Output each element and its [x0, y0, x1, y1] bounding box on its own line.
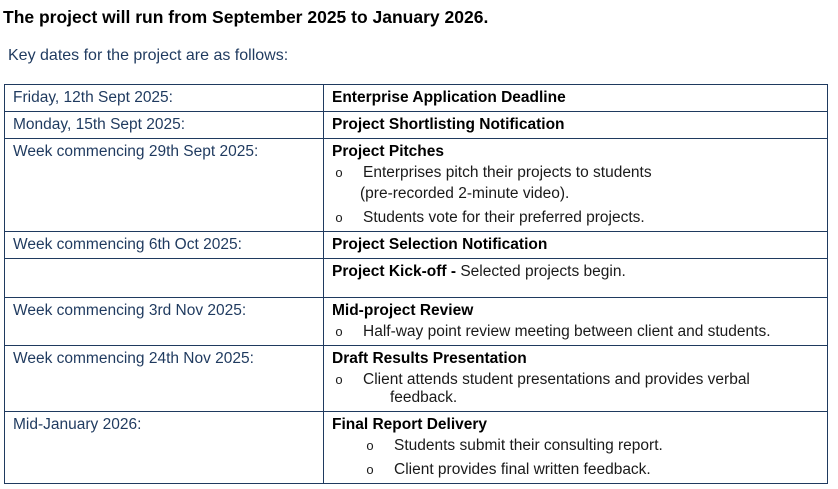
event-cell	[324, 259, 828, 298]
list-item	[332, 207, 819, 228]
date-cell	[5, 259, 324, 298]
date-cell: Monday, 15th Sept 2025:	[5, 112, 324, 139]
event-title: Project Pitches	[332, 143, 444, 160]
date-cell: Week commencing 3rd Nov 2025:	[5, 298, 324, 346]
bullet-text: Students vote for their preferred projects.	[363, 209, 645, 226]
bullet-list	[332, 162, 819, 228]
event-title: Draft Results Presentation	[332, 350, 527, 367]
list-item	[332, 435, 819, 456]
event-title: Project Shortlisting Notification	[332, 116, 565, 133]
event-title: Enterprise Application Deadline	[332, 89, 566, 106]
bullet-circle-icon: o	[335, 324, 343, 339]
event-title: Project Kick-off -	[332, 263, 457, 280]
event-cell	[324, 232, 828, 259]
table-row	[5, 298, 828, 346]
list-item	[332, 162, 819, 204]
bullet-text-continuation: feedback.	[390, 389, 458, 406]
bullet-list	[332, 369, 819, 408]
bullet-list	[332, 435, 819, 480]
date-cell: Mid-January 2026:	[5, 412, 324, 484]
bullet-circle-icon: o	[335, 165, 343, 180]
table-row	[5, 85, 828, 112]
event-description: Selected projects begin.	[456, 263, 626, 280]
event-cell	[324, 139, 828, 232]
table-row	[5, 346, 828, 412]
bullet-circle-icon: o	[366, 462, 374, 477]
table-row	[5, 259, 828, 298]
document-headline: The project will run from September 2025 to January 2026.	[3, 7, 489, 27]
event-cell	[324, 112, 828, 139]
table-row	[5, 112, 828, 139]
bullet-text-continuation: (pre-recorded 2-minute video).	[360, 185, 570, 202]
date-cell: Week commencing 6th Oct 2025:	[5, 232, 324, 259]
date-cell: Week commencing 29th Sept 2025:	[5, 139, 324, 232]
event-cell	[324, 85, 828, 112]
bullet-text: Client provides final written feedback.	[394, 461, 651, 478]
table-row	[5, 412, 828, 484]
event-title: Mid-project Review	[332, 302, 474, 319]
key-dates-table	[4, 84, 828, 484]
bullet-circle-icon: o	[366, 438, 374, 453]
bullet-text: Half-way point review meeting between client and students.	[363, 323, 771, 340]
list-item	[332, 369, 819, 408]
bullet-list	[332, 321, 819, 342]
bullet-text: Students submit their consulting report.	[394, 437, 663, 454]
event-title: Final Report Delivery	[332, 416, 488, 433]
list-item	[332, 321, 819, 342]
event-cell	[324, 298, 828, 346]
list-item	[332, 459, 819, 480]
intro-text: Key dates for the project are as follows:	[8, 47, 289, 64]
date-cell: Friday, 12th Sept 2025:	[5, 85, 324, 112]
date-cell: Week commencing 24th Nov 2025:	[5, 346, 324, 412]
bullet-text: Client attends student presentations and provides verbal	[363, 371, 750, 388]
bullet-text: Enterprises pitch their projects to students	[363, 164, 652, 181]
event-cell	[324, 412, 828, 484]
event-title: Project Selection Notification	[332, 236, 548, 253]
table-row	[5, 139, 828, 232]
table-row	[5, 232, 828, 259]
event-cell	[324, 346, 828, 412]
bullet-circle-icon: o	[335, 372, 343, 387]
bullet-circle-icon: o	[335, 210, 343, 225]
